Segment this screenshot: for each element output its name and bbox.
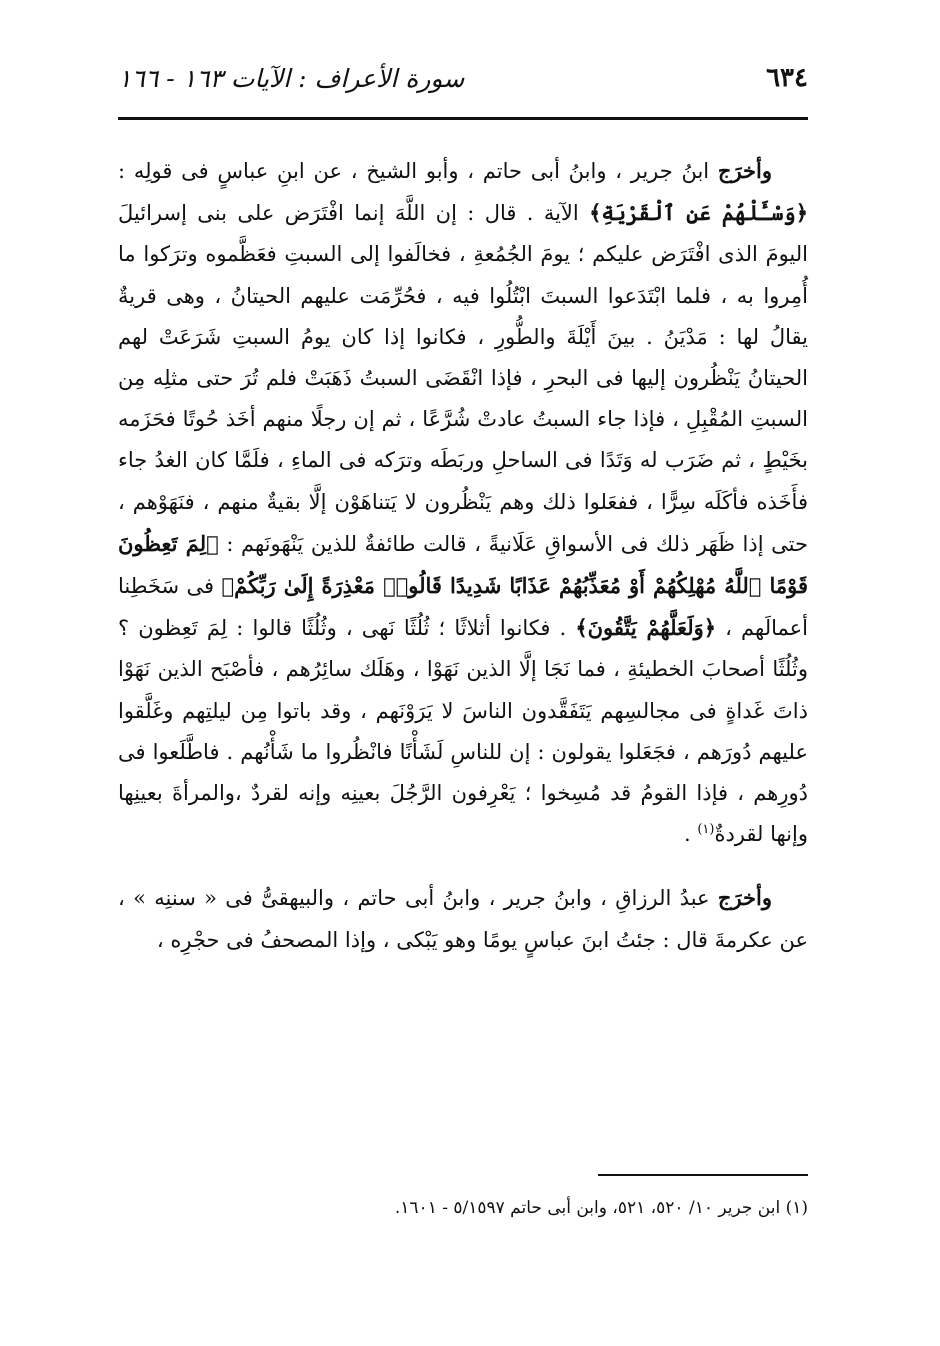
lead-word: وأخرَج [717, 885, 772, 911]
quran-verse: ﴿وَسْـَٔلْهُمْ عَنِ ٱلْقَرْيَةِ﴾ [589, 200, 809, 226]
text-run: الآية . قال : إن اللَّهَ إنما افْتَرَض على بنى إسرائيلَ اليومَ الذى افْتَرَض عليكم ؛ يومَ الجُمُعةِ ، فخالَفوا إلى السبتِ فعَظَّموه وترَكوا ما أُمِروا به ، فلما ابْتَدَعوا السبتَ ابْتُلُوا فيه ، فحُرِّمَت عليهم الحيتانُ ، وهى قريةٌ يقالُ لها : مَدْيَنُ . بينَ أَيْلَةَ والطُّورِ ، فكانوا إذا كان يومُ السبتِ شَرَعَتْ لهم الحيتانُ يَنْظُرون إليها فى البحرِ ، فإذا انْقَضَى السبتُ ذَهَبَتْ فلم تُرَ حتى مثلِه مِن السبتِ المُقْبِلِ ، فإذا جاء السبتُ عادتْ شُرَّعًا ، ثم إن رجلًا منهم أخَذ حُوتًا فحَزَمه بخَيْطٍ ، ثم ضَرَب له وَتَدًا فى الساحلِ وربَطَه وترَكه فى الماءِ ، فلَمَّا كان الغدُ جاء فأَخَذه فأكَلَه سِرًّا ، ففعَلوا ذلك وهم يَنْظُرون لا يَتناهَوْن إلَّا بقيةٌ منهم ، فنَهَوْهم ، حتى إذا ظَهَر ذلك فى الأسواقِ عَلَانيةً ، قالت طائفةٌ للذين يَنْهَونَهم : [118, 201, 808, 556]
footnote-rule [598, 1174, 808, 1176]
header-rule [118, 117, 808, 120]
paragraph-1 [118, 150, 808, 855]
page-header [118, 58, 808, 98]
text-run: فى سَخَطِنا أعمالَهم ، [118, 574, 808, 641]
text-run: ابنُ جرير ، وابنُ أبى حاتم ، وأبو الشيخ ، عن ابنِ عباسٍ فى قولِه : [118, 159, 718, 183]
body-text [118, 150, 808, 961]
text-run: عبدُ الرزاقِ ، وابنُ جرير ، وابنُ أبى حاتم ، والبيهقىُّ فى « سننِه » ، عن عكرمةَ قال : جئتُ ابنَ عباسٍ يومًا وهو يَبْكى ، وإذا المصحفُ فى حجْرِه ، [118, 886, 808, 952]
text-run: . [683, 822, 698, 847]
footnote: (١) ابن جرير ١٠/ ٥٢٠، ٥٢١، وابن أبى حاتم ٥/١٥٩٧ - ١٦٠١. [394, 1198, 808, 1218]
quran-verse: ﴿وَلَعَلَّهُمْ يَتَّقُونَ﴾ [575, 615, 717, 641]
running-title: سورة الأعراف : الآيات ١٦٣ - ١٦٦ [118, 63, 465, 93]
footnote-marker: (١) [697, 822, 715, 838]
page-number: ٦٣٤ [766, 63, 808, 93]
quran-verse: ﴿لِمَ تَعِظُونَ قَوْمًا ٱللَّهُ مُهْلِكُهُمْ أَوْ مُعَذِّبُهُمْ عَذَابًا شَدِيدًا قَالُوا۟ مَعْذِرَةً إِلَىٰ رَبِّكُمْ﴾ [118, 530, 808, 599]
text-run: . فكانوا أثلاثًا ؛ ثُلُثًا نَهى ، وثُلُثًا قالوا : لِمَ تَعِظون ؟ وثُلُثًا أصحابَ الخطيئةِ ، فما نَجَا إلَّا الذين نَهَوْا ، وهَلَك سائِرُهم ، فأصْبَح الذين نَهَوْا ذاتَ غَداةٍ فى مجالسِهم يَتَفَقَّدون الناسَ لا يَرَوْنَهم ، وقد باتوا مِن ليلتِهم وغَلَّقوا عليهم دُورَهم ، فجَعَلوا يقولون : إن للناسِ لَشَأْنًا فانْظُروا ما شَأْنُهم . فاطَّلَعوا فى دُورِهم ، فإذا القومُ قد مُسِخوا ؛ يَعْرِفون الرَّجُلَ بعينِه وإنه لقردٌ ،والمرأةَ بعينِها وإنها لقردةٌ [118, 616, 808, 847]
paragraph-2 [118, 877, 808, 960]
lead-word: وأخرَج [717, 158, 772, 183]
